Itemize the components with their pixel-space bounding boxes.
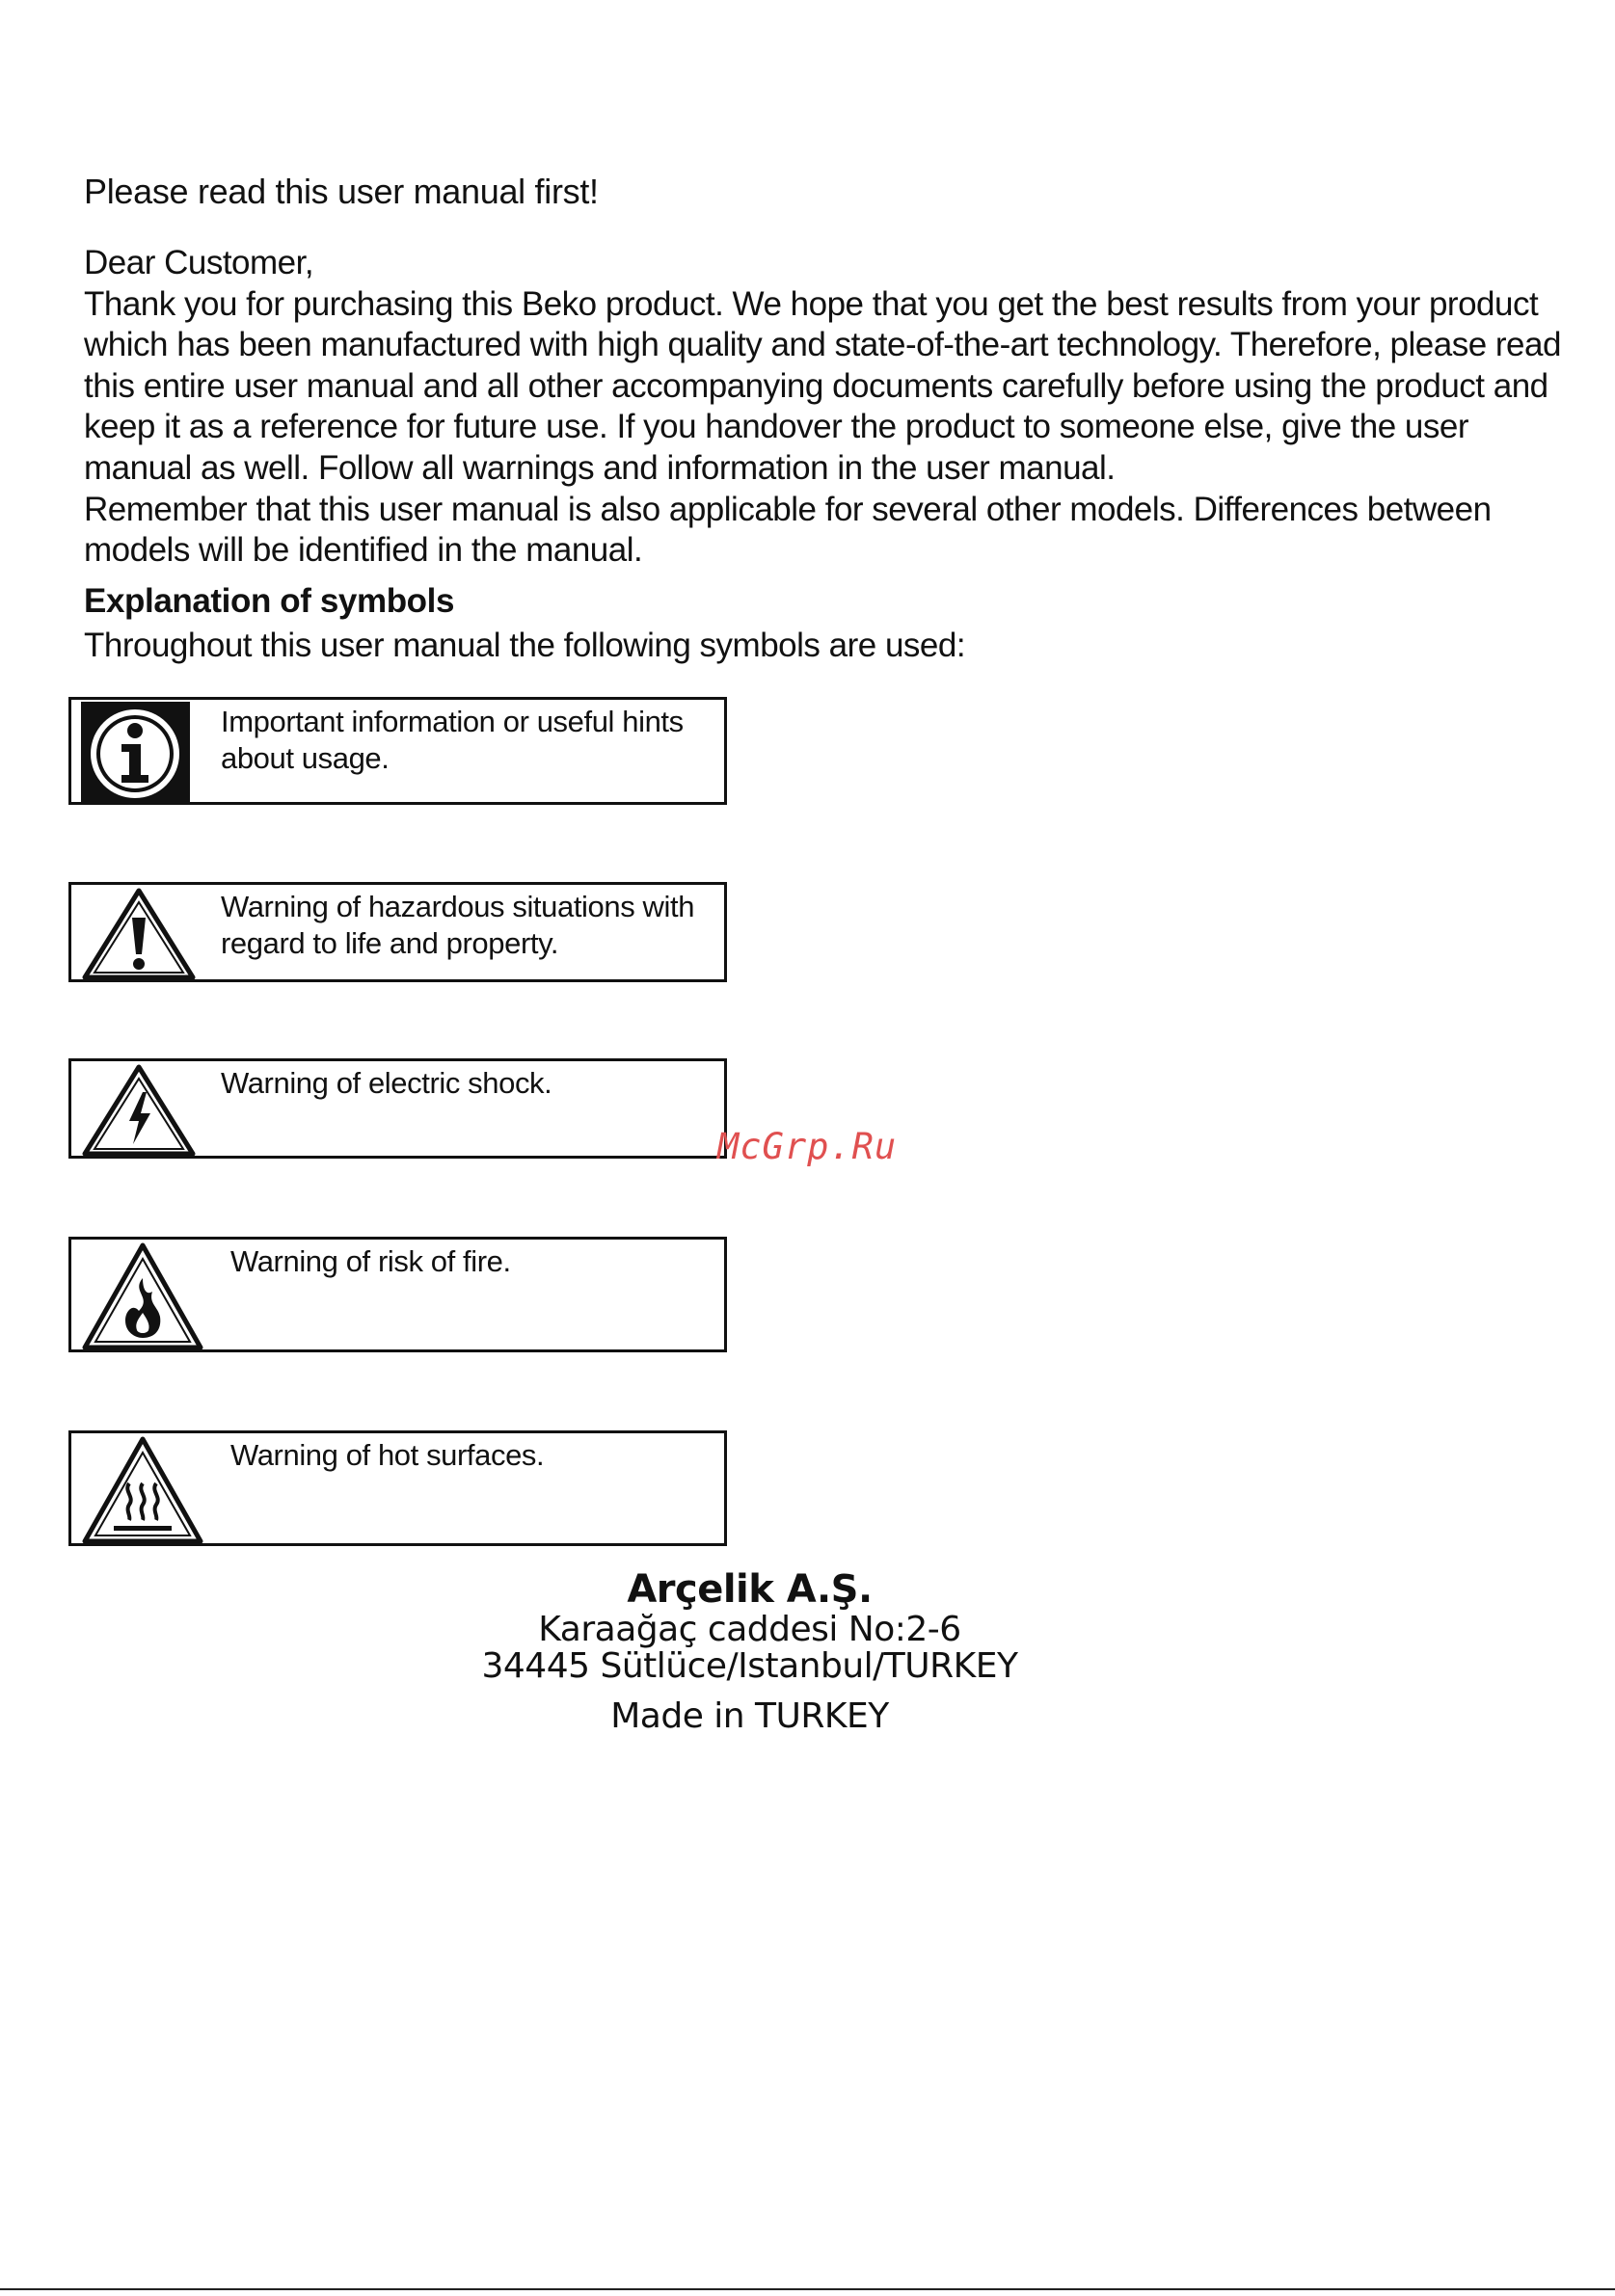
electric-shock-icon <box>81 1063 197 1162</box>
symbol-label-fire: Warning of risk of fire. <box>230 1244 511 1278</box>
address-street: Karaağaç caddesi No:2-6 <box>538 1610 961 1649</box>
symbol-box-fire <box>68 1237 727 1352</box>
info-icon <box>81 702 190 802</box>
symbol-box-warning <box>68 882 727 982</box>
symbols-heading: Explanation of symbols <box>84 582 455 620</box>
symbol-label-info: Important information or useful hints about usage. <box>221 705 684 775</box>
symbols-subheading: Throughout this user manual the following symbols are used: <box>84 627 966 664</box>
bottom-rule <box>0 2288 1615 2290</box>
intro-paragraph-1: Thank you for purchasing this Beko product. We hope that you get the best results from your product which has been manufactured with high quality and state-of-the-art technology. Therefore, please read this entire user manual and all other accompanying documents carefully before using the product and keep it as a reference for future use. If you handover the product to someone else, give the user manual as well. Follow all warnings and information in the user manual. <box>84 284 1561 487</box>
symbol-box-electric-shock <box>68 1058 727 1159</box>
fire-risk-icon <box>81 1241 204 1356</box>
address-company: Arçelik A.Ş. <box>627 1567 873 1612</box>
symbol-label-electric-shock: Warning of electric shock. <box>221 1066 552 1100</box>
symbol-box-info <box>68 697 727 805</box>
warning-exclamation-icon <box>81 887 197 986</box>
watermark: McGrp.Ru <box>717 1126 898 1167</box>
symbol-label-warning: Warning of hazardous situations with regard to life and property. <box>221 890 695 960</box>
address-made-in: Made in TURKEY <box>610 1696 889 1736</box>
intro-text <box>84 243 1569 572</box>
symbol-label-hot-surfaces: Warning of hot surfaces. <box>230 1438 545 1472</box>
symbol-box-hot-surfaces <box>68 1430 727 1546</box>
hot-surface-icon <box>81 1435 204 1550</box>
page-title: Please read this user manual first! <box>84 172 599 211</box>
address-city: 34445 Sütlüce/Istanbul/TURKEY <box>481 1646 1018 1686</box>
greeting: Dear Customer, <box>84 244 314 281</box>
intro-paragraph-2: Remember that this user manual is also applicable for several other models. Differences between models will be identified in the manual. <box>84 490 1492 570</box>
